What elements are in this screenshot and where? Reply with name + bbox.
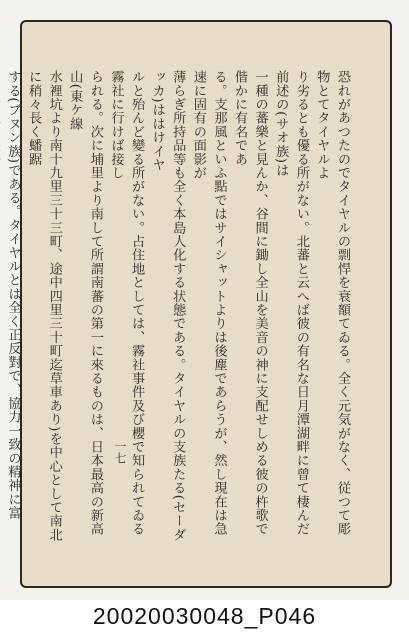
text-line: 恐れがあつたのでタイヤルの剽悍を衰額てゐる。全く元気がなく、従つて彫物とてタイヤルよ [314, 70, 350, 536]
text-line: り劣るとも優る所がない。北蕃と云へば彼の有名な日月潭湖畔に曾て棲んだ前述の(サオ族)は [273, 70, 309, 536]
text-line: 水裡坑より南十九里三十三町、途中四里三十町迄草車あり)を中心として南北に稍々長く蟠踞 [26, 70, 62, 542]
text-line: 薄らぎ所持品等も全く本島人化する状態である。タイヤルの支族たる(セーダッカ)ははけイヤ [149, 70, 186, 542]
body-text [0, 70, 352, 545]
text-line: 一種の蕃樂と見んか、谷間に鋤し全山を美音の神に支配せしめる彼の杵歌で偕かに有名であ [232, 70, 268, 536]
text-line: ルと殆んど變る所がない。占住地としては、霧社事件及び櫻で知られてゐる霧社に行けば接し [108, 70, 145, 536]
image-caption: 20020030048_P046 [92, 603, 317, 629]
text-line: られる。次に埔里より南して所謂南蕃の第一に來るものは、日本最高の新高山(東ケ線 [67, 70, 103, 536]
document-page [5, 20, 392, 588]
text-line: る。支那風といふ點ではサイシャットよりは後塵であらうが、然し現在は急速に固有の面影が [190, 70, 227, 536]
text-line: する(ブヌン族)である。タイヤルとは全く正反對で、協力一致の精神に富 [5, 70, 21, 520]
page-number: 一七 [113, 440, 127, 464]
